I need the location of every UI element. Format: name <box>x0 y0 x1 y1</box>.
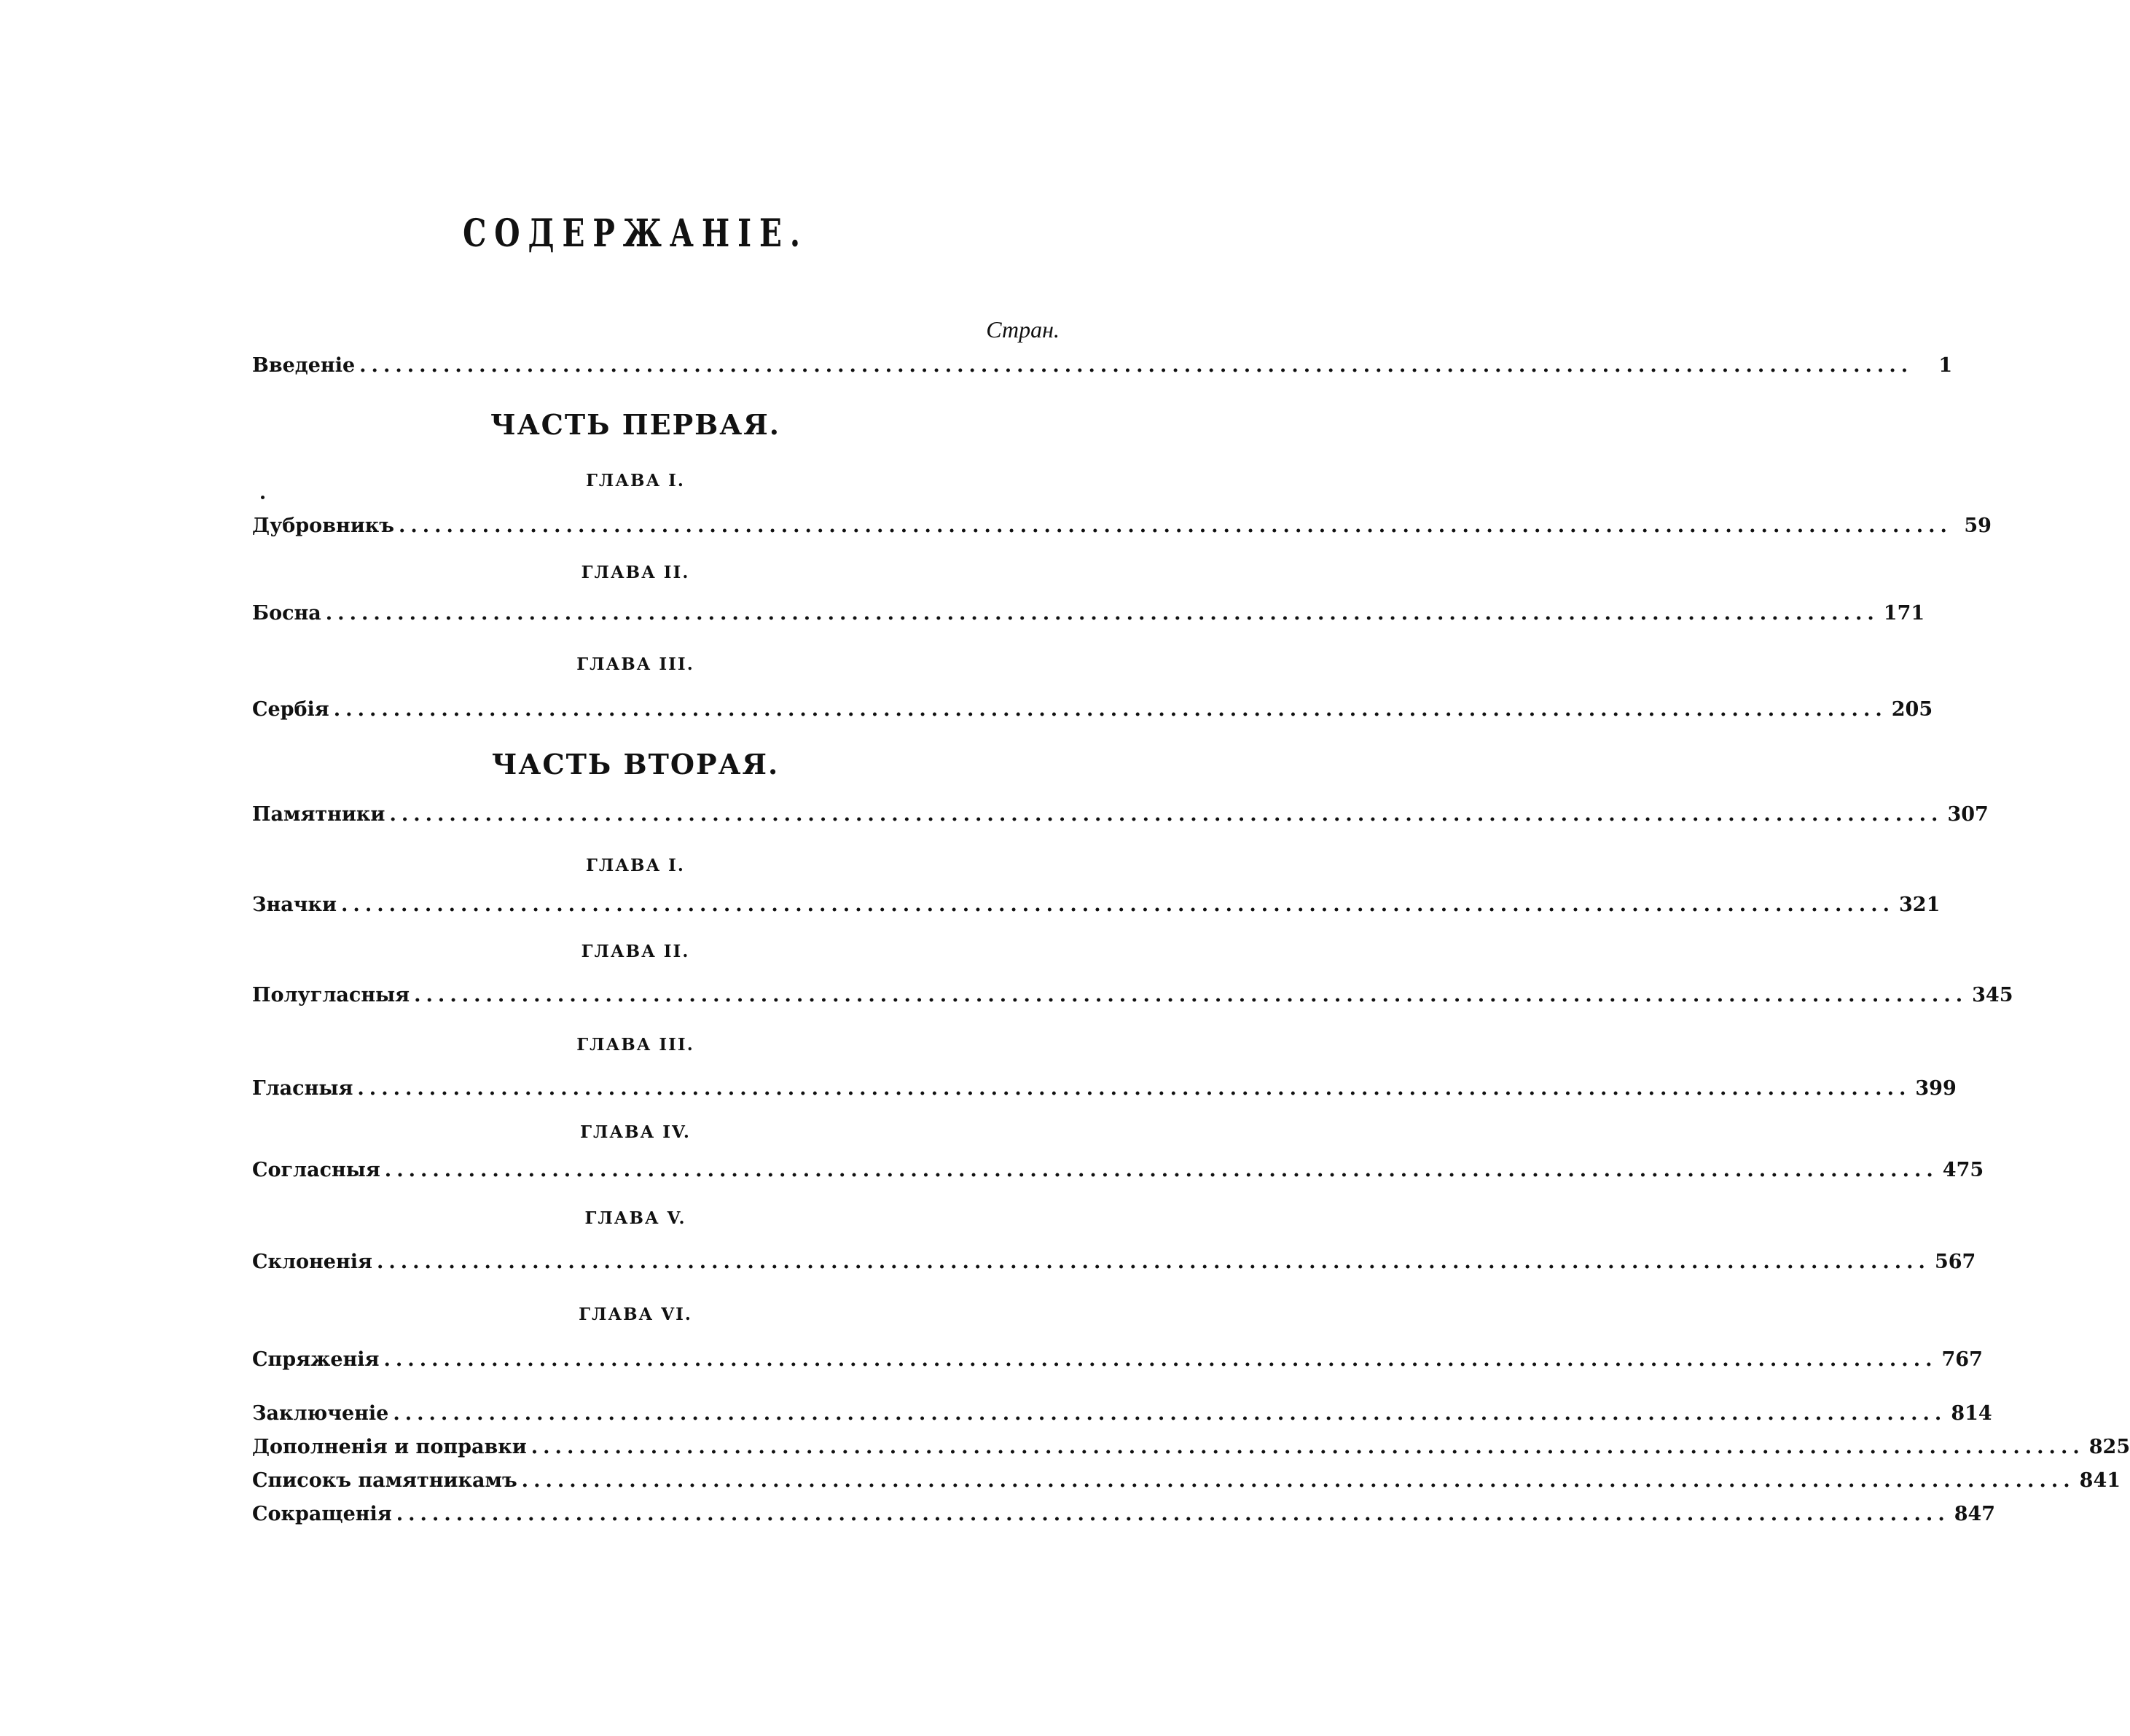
toc-entry-page: 1 <box>1938 354 1953 377</box>
dot-leader: .................................................................................................................................. <box>384 1159 1938 1181</box>
toc-entry-page: 345 <box>1972 984 2013 1006</box>
part-heading-2: ЧАСТЬ ВТОРАЯ. <box>491 748 780 781</box>
dot-leader: .................................................................................................................................. <box>376 1251 1930 1273</box>
dot-leader: .................................................................................................................................. <box>357 1077 1911 1100</box>
chapter-heading: ГЛАВА II. <box>581 563 690 582</box>
toc-entry-monuments[interactable] <box>252 800 1989 829</box>
toc-entry-label: Памятники <box>252 803 385 826</box>
toc-entry-label: Значки <box>252 894 337 916</box>
toc-entry-page: 399 <box>1915 1077 1957 1100</box>
toc-entry-page: 825 <box>2088 1436 2130 1458</box>
toc-entry-label: Введеніе <box>252 354 356 377</box>
chapter-heading: ГЛАВА I. <box>586 471 685 490</box>
toc-entry-label: Полугласныя <box>252 984 410 1006</box>
toc-entry[interactable] <box>252 1248 1976 1277</box>
toc-entry-label: Сокращенія <box>252 1503 392 1525</box>
page-title: СОДЕРЖАНІЕ. <box>463 211 808 256</box>
toc-entry-page: 205 <box>1891 698 1933 721</box>
toc-entry-page: 171 <box>1883 602 1925 625</box>
toc-entry-label: Сербія <box>252 698 329 721</box>
toc-entry[interactable] <box>252 599 1925 628</box>
toc-entry-label: Склоненія <box>252 1251 372 1273</box>
toc-entry-page: 307 <box>1947 803 1989 826</box>
dot-leader: .................................................................................................................................. <box>389 803 1943 826</box>
toc-entry-page: 847 <box>1954 1503 1996 1525</box>
toc-entry-label: Спряженія <box>252 1348 380 1371</box>
part-heading-1: ЧАСТЬ ПЕРВАЯ. <box>490 408 780 441</box>
dot-leader: .................................................................................................................................. <box>530 1436 2085 1458</box>
toc-entry-intro[interactable] <box>252 351 1953 380</box>
dot-leader: .................................................................................................................................. <box>393 1402 1947 1425</box>
dot-leader: .................................................................................................................................. <box>359 354 1914 377</box>
dot-leader: .................................................................................................................................. <box>383 1348 1938 1371</box>
toc-entry[interactable] <box>252 1345 1983 1375</box>
toc-entry-page: 567 <box>1934 1251 1976 1273</box>
chapter-heading: ГЛАВА VI. <box>579 1305 692 1324</box>
chapter-heading: ГЛАВА II. <box>581 942 690 961</box>
chapter-heading: ГЛАВА III. <box>576 1035 694 1055</box>
toc-entry-monument-list[interactable] <box>252 1466 2121 1495</box>
chapter-heading: ГЛАВА I. <box>586 856 685 875</box>
page-column-label: Стран. <box>986 316 1060 343</box>
toc-entry-page: 475 <box>1942 1159 1984 1181</box>
dot-leader: .................................................................................................................................. <box>333 698 1887 721</box>
dot-leader: .................................................................................................................................. <box>341 894 1895 916</box>
dot-leader: .................................................................................................................................. <box>414 984 1968 1006</box>
toc-entry-label: Списокъ памятникамъ <box>252 1469 517 1492</box>
toc-entry-page: 321 <box>1899 894 1941 916</box>
toc-entry-page: 59 <box>1964 515 1992 537</box>
dot-leader: .................................................................................................................................. <box>521 1469 2075 1492</box>
toc-entry-label: Дополненія и поправки <box>252 1436 527 1458</box>
chapter-heading: ГЛАВА IV. <box>580 1122 691 1142</box>
toc-entry-label: Заключеніе <box>252 1402 389 1425</box>
chapter-heading: ГЛАВА III. <box>576 654 694 674</box>
dot-leader: .................................................................................................................................. <box>325 602 1879 625</box>
toc-entry-label: Гласныя <box>252 1077 353 1100</box>
chapter-heading: ГЛАВА V. <box>584 1208 686 1228</box>
dot-leader: .................................................................................................................................. <box>396 1503 1950 1525</box>
toc-entry-page: 814 <box>1951 1402 1992 1425</box>
toc-entry-abbreviations[interactable] <box>252 1500 1996 1529</box>
toc-entry[interactable] <box>252 1074 1957 1103</box>
dot-leader: .................................................................................................................................. <box>398 515 1952 537</box>
toc-entry[interactable] <box>252 695 1933 724</box>
toc-entry[interactable] <box>252 891 1941 920</box>
toc-entry-label: Согласныя <box>252 1159 380 1181</box>
toc-entry-label: Босна <box>252 602 321 625</box>
stray-dot <box>261 496 265 499</box>
toc-entry-label: Дубровникъ <box>252 515 394 537</box>
toc-entry-page: 841 <box>2079 1469 2121 1492</box>
toc-entry-addenda[interactable] <box>252 1433 2130 1462</box>
toc-entry-page: 767 <box>1941 1348 1983 1371</box>
toc-entry[interactable] <box>252 1156 1984 1185</box>
toc-entry[interactable] <box>252 981 2013 1010</box>
toc-entry-conclusion[interactable] <box>252 1399 1992 1428</box>
toc-entry[interactable] <box>252 512 1992 541</box>
